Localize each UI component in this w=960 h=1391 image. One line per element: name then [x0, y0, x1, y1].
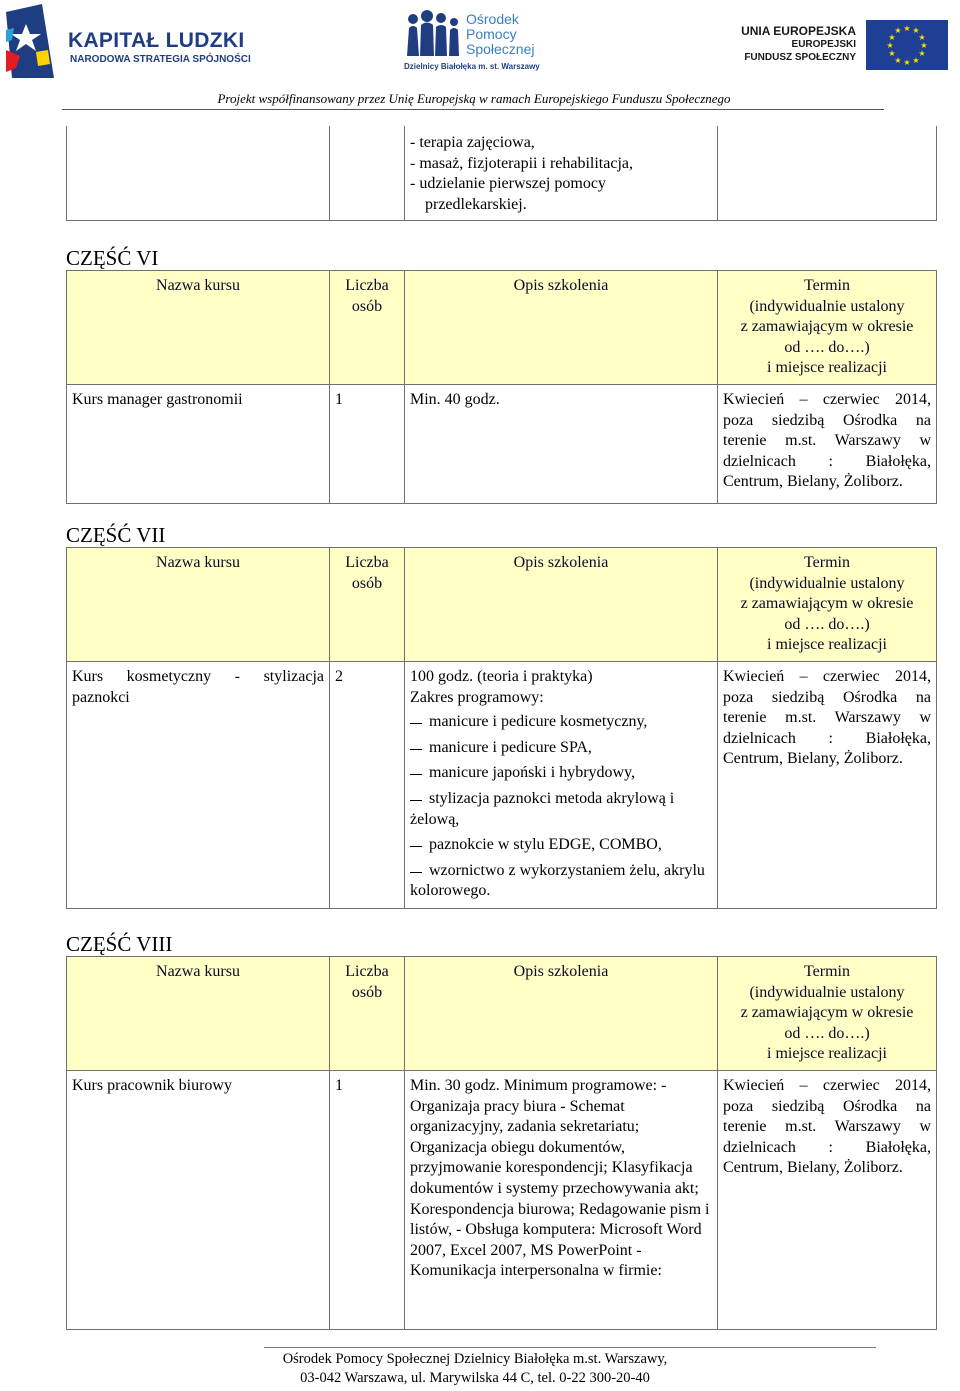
footer-line-2: 03-042 Warszawa, ul. Marywilska 44 C, tel. 0-22 300-20-40	[300, 1370, 650, 1386]
section-7-table	[66, 547, 937, 909]
section-8-table	[66, 956, 937, 1330]
term-header-line: od …. do….)	[784, 1024, 870, 1042]
desc-intro: 100 godz. (teoria i praktyka)	[410, 667, 593, 685]
program-list	[410, 712, 712, 902]
term-header-line: od …. do….)	[784, 338, 870, 356]
term-header-line: Termin	[804, 554, 850, 571]
column-header-term	[718, 957, 937, 1071]
svg-text:★: ★	[894, 56, 902, 65]
course-name: Kurs pracownik biurowy	[67, 1070, 330, 1329]
course-name: Kurs manager gastronomii	[67, 384, 330, 503]
term-header-line: i miejsce realizacji	[767, 359, 887, 377]
eu-line-1: UNIA EUROPEJSKA	[741, 24, 856, 38]
svg-text:★: ★	[903, 58, 911, 67]
list-item: manicure japoński i hybrydowy,	[410, 763, 712, 784]
table-row	[67, 384, 937, 503]
list-item: przedlekarskiej.	[425, 195, 527, 213]
eu-line-2: EUROPEJSKI	[791, 39, 856, 50]
table-header-row	[67, 271, 937, 385]
course-name: Kurs kosmetyczny - stylizacja paznokci	[67, 661, 330, 908]
list-item: paznokcie w stylu EDGE, COMBO,	[410, 835, 712, 856]
svg-text:★: ★	[912, 56, 920, 65]
section-heading: CZĘŚĆ VI	[66, 246, 159, 270]
kapital-ludzki-logo	[6, 4, 256, 78]
list-item: - terapia zajęciowa,	[410, 134, 535, 151]
list-item	[410, 789, 712, 830]
section-heading: CZĘŚĆ VII	[66, 523, 166, 547]
ops-people-icon	[404, 10, 462, 58]
eu-logo	[741, 20, 948, 70]
table-cell	[718, 126, 937, 221]
ops-name-line: Pomocy	[466, 26, 517, 42]
term-header-line: Termin	[804, 277, 850, 294]
term-header-line: z zamawiającym w okresie	[740, 595, 914, 613]
continuation-table	[66, 126, 937, 221]
column-header-desc: Opis szkolenia	[405, 957, 718, 1071]
course-desc	[405, 661, 718, 908]
ops-name-line: Ośrodek	[466, 11, 519, 27]
svg-text:★: ★	[912, 26, 920, 35]
ops-district: Dzielnicy Białołęka m. st. Warszawy	[404, 62, 540, 71]
page-header	[0, 0, 960, 112]
eu-line-3: FUNDUSZ SPOŁECZNY	[744, 52, 856, 63]
course-term: Kwiecień – czerwiec 2014, poza siedzibą Ośrodka na terenie m.st. Warszawy w dzielnicach : Białołęka, Centrum, Bielany, Żoliborz.	[718, 384, 937, 503]
kapital-ludzki-flag-icon	[6, 4, 54, 78]
course-term: Kwiecień – czerwiec 2014, poza siedzibą Ośrodka na terenie m.st. Warszawy w dzielnicach : Białołęka, Centrum, Bielany, Żoliborz.	[718, 1070, 937, 1329]
course-count: 1	[330, 384, 405, 503]
project-note: Projekt współfinansowany przez Unię Europejską w ramach Europejskiego Funduszu Społecznego	[217, 91, 731, 106]
list-item-text: wzornictwo z wykorzystaniem żelu, akrylu kolorowego.	[410, 861, 705, 900]
table-row	[67, 1070, 937, 1329]
section-heading: CZĘŚĆ VIII	[66, 932, 173, 956]
ops-name	[466, 12, 535, 57]
column-header-name: Nazwa kursu	[67, 548, 330, 662]
list-item: - udzielanie pierwszej pomocy	[410, 175, 606, 193]
column-header-name: Nazwa kursu	[67, 957, 330, 1071]
course-term: Kwiecień – czerwiec 2014, poza siedzibą Ośrodka na terenie m.st. Warszawy w dzielnicach : Białołęka, Centrum, Bielany, Żoliborz.	[718, 661, 937, 908]
term-header-line: z zamawiającym w okresie	[740, 318, 914, 336]
section-6-table	[66, 270, 937, 504]
table-cell	[330, 126, 405, 221]
kapital-ludzki-title: KAPITAŁ LUDZKI	[68, 29, 245, 52]
column-header-name: Nazwa kursu	[67, 271, 330, 385]
svg-text:★: ★	[888, 49, 896, 58]
table-cell	[405, 126, 718, 221]
column-header-count: Liczba osób	[330, 271, 405, 385]
svg-text:★: ★	[918, 33, 926, 42]
table-row	[67, 661, 937, 908]
ops-logo	[404, 10, 554, 76]
term-header-line: (indywidualnie ustalony	[749, 297, 905, 315]
eu-text	[741, 25, 856, 64]
list-item: - masaż, fizjoterapii i rehabilitacja,	[410, 154, 633, 172]
list-item: manicure i pedicure SPA,	[410, 738, 712, 759]
svg-text:★: ★	[886, 41, 894, 50]
svg-text:★: ★	[888, 33, 896, 42]
course-count: 1	[330, 1070, 405, 1329]
column-header-term	[718, 548, 937, 662]
footer-divider	[264, 1347, 876, 1348]
column-header-desc: Opis szkolenia	[405, 271, 718, 385]
course-desc: Min. 30 godz. Minimum programowe: - Organizaja pracy biura - Schemat organizacyjny, zadania sekretariatu; Organizacja obiegu dokumentów, przyjmowanie korespondencji; Klasyfikacja dokumentów i systemy przechowywania akt; Korespondencja biurowa; Redagowanie pism i listów, - Obsługa komputera: Microsoft Word 2007, Excel 2007, MS PowerPoint - Komunikacja interpersonalna w firmie:	[405, 1070, 718, 1329]
list-item: manicure i pedicure kosmetyczny,	[410, 712, 712, 733]
column-header-count: Liczba osób	[330, 548, 405, 662]
column-header-term	[718, 271, 937, 385]
kapital-ludzki-subtitle: NARODOWA STRATEGIA SPÓJNOŚCI	[70, 54, 251, 65]
desc-scope: Zakres programowy:	[410, 688, 544, 706]
table-cell	[67, 126, 330, 221]
list-item	[410, 861, 712, 902]
table-header-row	[67, 548, 937, 662]
svg-text:★: ★	[920, 41, 928, 50]
footer-line-1: Ośrodek Pomocy Społecznej Dzielnicy Białołęka m.st. Warszawy,	[282, 1351, 668, 1367]
term-header-line: i miejsce realizacji	[767, 636, 887, 654]
term-header-line: Termin	[804, 963, 850, 980]
term-header-line: (indywidualnie ustalony	[749, 574, 905, 592]
svg-text:★: ★	[918, 49, 926, 58]
term-header-line: i miejsce realizacji	[767, 1045, 887, 1063]
term-header-line: od …. do….)	[784, 615, 870, 633]
course-count: 2	[330, 661, 405, 908]
table-row	[67, 126, 937, 221]
term-header-line: z zamawiającym w okresie	[740, 1004, 914, 1022]
ops-name-line: Społecznej	[466, 41, 535, 57]
column-header-count: Liczba osób	[330, 957, 405, 1071]
eu-flag-icon	[866, 20, 948, 70]
course-desc: Min. 40 godz.	[405, 384, 718, 503]
svg-text:★: ★	[903, 24, 911, 33]
term-header-line: (indywidualnie ustalony	[749, 983, 905, 1001]
header-divider	[62, 109, 884, 110]
table-header-row	[67, 957, 937, 1071]
svg-text:★: ★	[894, 26, 902, 35]
column-header-desc: Opis szkolenia	[405, 548, 718, 662]
list-item-text: stylizacja paznokci metoda akrylową i żelową,	[410, 789, 675, 828]
